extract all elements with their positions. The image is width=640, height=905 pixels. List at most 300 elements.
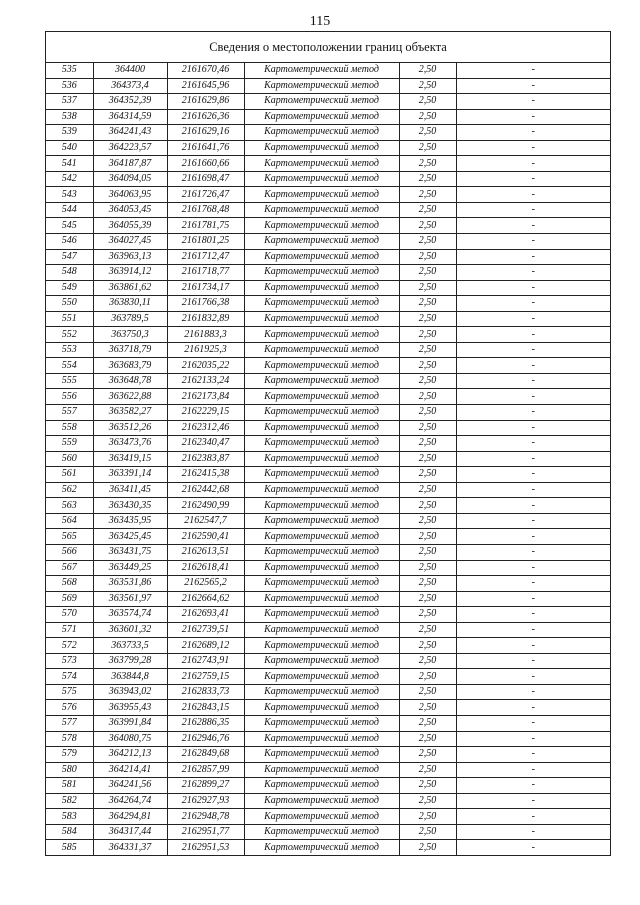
method-cell: Картометрический метод — [244, 342, 399, 358]
point-number-cell: 548 — [46, 265, 93, 281]
x-coordinate-cell: 364373,4 — [93, 78, 167, 94]
accuracy-cell: 2,50 — [399, 234, 456, 250]
point-number-cell: 582 — [46, 793, 93, 809]
table-row — [46, 824, 610, 840]
accuracy-cell: 2,50 — [399, 778, 456, 794]
method-cell: Картометрический метод — [244, 451, 399, 467]
coordinates-table — [46, 63, 610, 855]
method-cell: Картометрический метод — [244, 358, 399, 374]
table-row — [46, 296, 610, 312]
method-cell: Картометрический метод — [244, 700, 399, 716]
accuracy-cell: 2,50 — [399, 653, 456, 669]
method-cell: Картометрический метод — [244, 591, 399, 607]
x-coordinate-cell: 363844,8 — [93, 669, 167, 685]
point-number-cell: 539 — [46, 125, 93, 141]
method-cell: Картометрический метод — [244, 94, 399, 110]
table-row — [46, 638, 610, 654]
point-number-cell: 568 — [46, 576, 93, 592]
x-coordinate-cell: 364080,75 — [93, 731, 167, 747]
accuracy-cell: 2,50 — [399, 78, 456, 94]
y-coordinate-cell: 2161629,86 — [167, 94, 244, 110]
x-coordinate-cell: 363435,95 — [93, 513, 167, 529]
y-coordinate-cell: 2162743,91 — [167, 653, 244, 669]
table-row — [46, 482, 610, 498]
y-coordinate-cell: 2161726,47 — [167, 187, 244, 203]
accuracy-cell: 2,50 — [399, 824, 456, 840]
x-coordinate-cell: 363683,79 — [93, 358, 167, 374]
point-number-cell: 559 — [46, 436, 93, 452]
description-cell: - — [456, 529, 610, 545]
y-coordinate-cell: 2162035,22 — [167, 358, 244, 374]
y-coordinate-cell: 2161781,75 — [167, 218, 244, 234]
description-cell: - — [456, 249, 610, 265]
point-number-cell: 584 — [46, 824, 93, 840]
point-number-cell: 544 — [46, 202, 93, 218]
y-coordinate-cell: 2162547,7 — [167, 513, 244, 529]
method-cell: Картометрический метод — [244, 809, 399, 825]
y-coordinate-cell: 2162899,27 — [167, 778, 244, 794]
description-cell: - — [456, 467, 610, 483]
x-coordinate-cell: 363861,62 — [93, 280, 167, 296]
accuracy-cell: 2,50 — [399, 715, 456, 731]
table-row — [46, 607, 610, 623]
table-row — [46, 187, 610, 203]
method-cell: Картометрический метод — [244, 544, 399, 560]
method-cell: Картометрический метод — [244, 187, 399, 203]
y-coordinate-cell: 2161712,47 — [167, 249, 244, 265]
table-row — [46, 405, 610, 421]
accuracy-cell: 2,50 — [399, 451, 456, 467]
point-number-cell: 551 — [46, 311, 93, 327]
point-number-cell: 576 — [46, 700, 93, 716]
table-row — [46, 451, 610, 467]
method-cell: Картометрический метод — [244, 171, 399, 187]
x-coordinate-cell: 363733,5 — [93, 638, 167, 654]
y-coordinate-cell: 2162490,99 — [167, 498, 244, 514]
method-cell: Картометрический метод — [244, 824, 399, 840]
point-number-cell: 550 — [46, 296, 93, 312]
description-cell: - — [456, 700, 610, 716]
y-coordinate-cell: 2162415,38 — [167, 467, 244, 483]
accuracy-cell: 2,50 — [399, 265, 456, 281]
accuracy-cell: 2,50 — [399, 669, 456, 685]
point-number-cell: 552 — [46, 327, 93, 343]
accuracy-cell: 2,50 — [399, 700, 456, 716]
method-cell: Картометрический метод — [244, 793, 399, 809]
y-coordinate-cell: 2162312,46 — [167, 420, 244, 436]
y-coordinate-cell: 2162951,53 — [167, 840, 244, 855]
table-row — [46, 762, 610, 778]
point-number-cell: 579 — [46, 747, 93, 763]
point-number-cell: 581 — [46, 778, 93, 794]
x-coordinate-cell: 364400 — [93, 63, 167, 78]
y-coordinate-cell: 2161698,47 — [167, 171, 244, 187]
table-row — [46, 358, 610, 374]
description-cell: - — [456, 560, 610, 576]
point-number-cell: 580 — [46, 762, 93, 778]
description-cell: - — [456, 824, 610, 840]
method-cell: Картометрический метод — [244, 560, 399, 576]
accuracy-cell: 2,50 — [399, 327, 456, 343]
point-number-cell: 549 — [46, 280, 93, 296]
table-row — [46, 793, 610, 809]
point-number-cell: 543 — [46, 187, 93, 203]
table-row — [46, 265, 610, 281]
y-coordinate-cell: 2162383,87 — [167, 451, 244, 467]
y-coordinate-cell: 2162946,76 — [167, 731, 244, 747]
table-row — [46, 544, 610, 560]
description-cell: - — [456, 327, 610, 343]
x-coordinate-cell: 363963,13 — [93, 249, 167, 265]
description-cell: - — [456, 684, 610, 700]
x-coordinate-cell: 364053,45 — [93, 202, 167, 218]
x-coordinate-cell: 363449,25 — [93, 560, 167, 576]
description-cell: - — [456, 793, 610, 809]
method-cell: Картометрический метод — [244, 156, 399, 172]
point-number-cell: 542 — [46, 171, 93, 187]
point-number-cell: 553 — [46, 342, 93, 358]
accuracy-cell: 2,50 — [399, 373, 456, 389]
table-row — [46, 840, 610, 855]
method-cell: Картометрический метод — [244, 140, 399, 156]
x-coordinate-cell: 363561,97 — [93, 591, 167, 607]
table-row — [46, 731, 610, 747]
x-coordinate-cell: 363718,79 — [93, 342, 167, 358]
accuracy-cell: 2,50 — [399, 638, 456, 654]
accuracy-cell: 2,50 — [399, 747, 456, 763]
coordinates-table-body — [46, 63, 610, 855]
y-coordinate-cell: 2161670,46 — [167, 63, 244, 78]
table-row — [46, 653, 610, 669]
accuracy-cell: 2,50 — [399, 622, 456, 638]
boundary-table-sheet — [45, 31, 611, 856]
x-coordinate-cell: 363789,5 — [93, 311, 167, 327]
accuracy-cell: 2,50 — [399, 156, 456, 172]
x-coordinate-cell: 364331,37 — [93, 840, 167, 855]
accuracy-cell: 2,50 — [399, 311, 456, 327]
x-coordinate-cell: 363955,43 — [93, 700, 167, 716]
x-coordinate-cell: 364352,39 — [93, 94, 167, 110]
y-coordinate-cell: 2161629,16 — [167, 125, 244, 141]
description-cell: - — [456, 513, 610, 529]
accuracy-cell: 2,50 — [399, 389, 456, 405]
description-cell: - — [456, 171, 610, 187]
point-number-cell: 537 — [46, 94, 93, 110]
page-number: 115 — [309, 14, 331, 29]
description-cell: - — [456, 311, 610, 327]
y-coordinate-cell: 2162927,93 — [167, 793, 244, 809]
x-coordinate-cell: 363430,35 — [93, 498, 167, 514]
accuracy-cell: 2,50 — [399, 125, 456, 141]
table-row — [46, 436, 610, 452]
description-cell: - — [456, 342, 610, 358]
method-cell: Картометрический метод — [244, 327, 399, 343]
accuracy-cell: 2,50 — [399, 249, 456, 265]
method-cell: Картометрический метод — [244, 762, 399, 778]
table-row — [46, 78, 610, 94]
accuracy-cell: 2,50 — [399, 498, 456, 514]
method-cell: Картометрический метод — [244, 715, 399, 731]
description-cell: - — [456, 358, 610, 374]
table-row — [46, 529, 610, 545]
accuracy-cell: 2,50 — [399, 436, 456, 452]
x-coordinate-cell: 363431,75 — [93, 544, 167, 560]
accuracy-cell: 2,50 — [399, 420, 456, 436]
y-coordinate-cell: 2161626,36 — [167, 109, 244, 125]
x-coordinate-cell: 364241,43 — [93, 125, 167, 141]
x-coordinate-cell: 363425,45 — [93, 529, 167, 545]
method-cell: Картометрический метод — [244, 482, 399, 498]
y-coordinate-cell: 2162886,35 — [167, 715, 244, 731]
x-coordinate-cell: 363943,02 — [93, 684, 167, 700]
description-cell: - — [456, 482, 610, 498]
description-cell: - — [456, 715, 610, 731]
x-coordinate-cell: 364223,57 — [93, 140, 167, 156]
accuracy-cell: 2,50 — [399, 840, 456, 855]
point-number-cell: 570 — [46, 607, 93, 623]
accuracy-cell: 2,50 — [399, 405, 456, 421]
accuracy-cell: 2,50 — [399, 358, 456, 374]
table-row — [46, 327, 610, 343]
description-cell: - — [456, 78, 610, 94]
point-number-cell: 578 — [46, 731, 93, 747]
point-number-cell: 554 — [46, 358, 93, 374]
x-coordinate-cell: 364212,13 — [93, 747, 167, 763]
accuracy-cell: 2,50 — [399, 482, 456, 498]
table-row — [46, 700, 610, 716]
y-coordinate-cell: 2162739,51 — [167, 622, 244, 638]
description-cell: - — [456, 156, 610, 172]
y-coordinate-cell: 2162689,12 — [167, 638, 244, 654]
description-cell: - — [456, 234, 610, 250]
y-coordinate-cell: 2161768,48 — [167, 202, 244, 218]
description-cell: - — [456, 94, 610, 110]
method-cell: Картометрический метод — [244, 529, 399, 545]
y-coordinate-cell: 2162618,41 — [167, 560, 244, 576]
method-cell: Картометрический метод — [244, 405, 399, 421]
method-cell: Картометрический метод — [244, 747, 399, 763]
x-coordinate-cell: 363411,45 — [93, 482, 167, 498]
description-cell: - — [456, 218, 610, 234]
description-cell: - — [456, 140, 610, 156]
method-cell: Картометрический метод — [244, 265, 399, 281]
description-cell: - — [456, 451, 610, 467]
y-coordinate-cell: 2161641,76 — [167, 140, 244, 156]
table-row — [46, 576, 610, 592]
x-coordinate-cell: 363991,84 — [93, 715, 167, 731]
description-cell: - — [456, 653, 610, 669]
point-number-cell: 556 — [46, 389, 93, 405]
x-coordinate-cell: 363582,27 — [93, 405, 167, 421]
table-row — [46, 715, 610, 731]
accuracy-cell: 2,50 — [399, 529, 456, 545]
x-coordinate-cell: 364294,81 — [93, 809, 167, 825]
table-row — [46, 109, 610, 125]
x-coordinate-cell: 364317,44 — [93, 824, 167, 840]
method-cell: Картометрический метод — [244, 778, 399, 794]
x-coordinate-cell: 363830,11 — [93, 296, 167, 312]
y-coordinate-cell: 2161801,25 — [167, 234, 244, 250]
y-coordinate-cell: 2162613,51 — [167, 544, 244, 560]
method-cell: Картометрический метод — [244, 436, 399, 452]
y-coordinate-cell: 2161718,77 — [167, 265, 244, 281]
x-coordinate-cell: 364187,87 — [93, 156, 167, 172]
method-cell: Картометрический метод — [244, 311, 399, 327]
accuracy-cell: 2,50 — [399, 544, 456, 560]
accuracy-cell: 2,50 — [399, 793, 456, 809]
table-row — [46, 622, 610, 638]
x-coordinate-cell: 364214,41 — [93, 762, 167, 778]
description-cell: - — [456, 280, 610, 296]
description-cell: - — [456, 591, 610, 607]
accuracy-cell: 2,50 — [399, 202, 456, 218]
method-cell: Картометрический метод — [244, 513, 399, 529]
table-row — [46, 311, 610, 327]
point-number-cell: 555 — [46, 373, 93, 389]
table-row — [46, 171, 610, 187]
x-coordinate-cell: 364027,45 — [93, 234, 167, 250]
table-row — [46, 420, 610, 436]
y-coordinate-cell: 2162590,41 — [167, 529, 244, 545]
description-cell: - — [456, 265, 610, 281]
method-cell: Картометрический метод — [244, 202, 399, 218]
x-coordinate-cell: 363914,12 — [93, 265, 167, 281]
x-coordinate-cell: 363574,74 — [93, 607, 167, 623]
description-cell: - — [456, 809, 610, 825]
point-number-cell: 540 — [46, 140, 93, 156]
x-coordinate-cell: 363799,28 — [93, 653, 167, 669]
method-cell: Картометрический метод — [244, 576, 399, 592]
table-title: Сведения о местоположении границ объекта — [46, 32, 610, 63]
table-row — [46, 63, 610, 78]
accuracy-cell: 2,50 — [399, 109, 456, 125]
x-coordinate-cell: 364094,05 — [93, 171, 167, 187]
accuracy-cell: 2,50 — [399, 187, 456, 203]
table-row — [46, 669, 610, 685]
table-row — [46, 234, 610, 250]
method-cell: Картометрический метод — [244, 840, 399, 855]
y-coordinate-cell: 2161925,3 — [167, 342, 244, 358]
table-row — [46, 389, 610, 405]
accuracy-cell: 2,50 — [399, 467, 456, 483]
method-cell: Картометрический метод — [244, 622, 399, 638]
table-row — [46, 747, 610, 763]
point-number-cell: 560 — [46, 451, 93, 467]
y-coordinate-cell: 2162229,15 — [167, 405, 244, 421]
y-coordinate-cell: 2162843,15 — [167, 700, 244, 716]
description-cell: - — [456, 436, 610, 452]
method-cell: Картометрический метод — [244, 218, 399, 234]
description-cell: - — [456, 669, 610, 685]
point-number-cell: 546 — [46, 234, 93, 250]
point-number-cell: 574 — [46, 669, 93, 685]
method-cell: Картометрический метод — [244, 498, 399, 514]
table-row — [46, 140, 610, 156]
table-row — [46, 342, 610, 358]
y-coordinate-cell: 2161734,17 — [167, 280, 244, 296]
y-coordinate-cell: 2161660,66 — [167, 156, 244, 172]
x-coordinate-cell: 363473,76 — [93, 436, 167, 452]
table-row — [46, 156, 610, 172]
description-cell: - — [456, 544, 610, 560]
method-cell: Картометрический метод — [244, 638, 399, 654]
point-number-cell: 572 — [46, 638, 93, 654]
accuracy-cell: 2,50 — [399, 342, 456, 358]
x-coordinate-cell: 363419,15 — [93, 451, 167, 467]
description-cell: - — [456, 373, 610, 389]
method-cell: Картометрический метод — [244, 109, 399, 125]
method-cell: Картометрический метод — [244, 669, 399, 685]
accuracy-cell: 2,50 — [399, 218, 456, 234]
table-row — [46, 684, 610, 700]
x-coordinate-cell: 363531,86 — [93, 576, 167, 592]
table-row — [46, 560, 610, 576]
x-coordinate-cell: 363512,26 — [93, 420, 167, 436]
x-coordinate-cell: 364055,39 — [93, 218, 167, 234]
description-cell: - — [456, 187, 610, 203]
y-coordinate-cell: 2162948,78 — [167, 809, 244, 825]
x-coordinate-cell: 363391,14 — [93, 467, 167, 483]
y-coordinate-cell: 2162849,68 — [167, 747, 244, 763]
table-row — [46, 513, 610, 529]
point-number-cell: 585 — [46, 840, 93, 855]
accuracy-cell: 2,50 — [399, 607, 456, 623]
accuracy-cell: 2,50 — [399, 513, 456, 529]
table-row — [46, 809, 610, 825]
y-coordinate-cell: 2162340,47 — [167, 436, 244, 452]
point-number-cell: 571 — [46, 622, 93, 638]
table-row — [46, 125, 610, 141]
y-coordinate-cell: 2162693,41 — [167, 607, 244, 623]
description-cell: - — [456, 731, 610, 747]
point-number-cell: 583 — [46, 809, 93, 825]
point-number-cell: 538 — [46, 109, 93, 125]
table-row — [46, 280, 610, 296]
description-cell: - — [456, 420, 610, 436]
y-coordinate-cell: 2161883,3 — [167, 327, 244, 343]
description-cell: - — [456, 405, 610, 421]
description-cell: - — [456, 607, 610, 623]
method-cell: Картометрический метод — [244, 234, 399, 250]
table-row — [46, 373, 610, 389]
description-cell: - — [456, 202, 610, 218]
x-coordinate-cell: 363648,78 — [93, 373, 167, 389]
description-cell: - — [456, 63, 610, 78]
table-row — [46, 202, 610, 218]
table-row — [46, 94, 610, 110]
description-cell: - — [456, 762, 610, 778]
y-coordinate-cell: 2162133,24 — [167, 373, 244, 389]
point-number-cell: 561 — [46, 467, 93, 483]
method-cell: Картометрический метод — [244, 653, 399, 669]
method-cell: Картометрический метод — [244, 125, 399, 141]
x-coordinate-cell: 364314,59 — [93, 109, 167, 125]
y-coordinate-cell: 2162664,62 — [167, 591, 244, 607]
point-number-cell: 566 — [46, 544, 93, 560]
method-cell: Картометрический метод — [244, 731, 399, 747]
table-row — [46, 249, 610, 265]
point-number-cell: 569 — [46, 591, 93, 607]
description-cell: - — [456, 125, 610, 141]
accuracy-cell: 2,50 — [399, 171, 456, 187]
accuracy-cell: 2,50 — [399, 809, 456, 825]
table-row — [46, 778, 610, 794]
method-cell: Картометрический метод — [244, 249, 399, 265]
point-number-cell: 567 — [46, 560, 93, 576]
y-coordinate-cell: 2162857,99 — [167, 762, 244, 778]
y-coordinate-cell: 2161766,38 — [167, 296, 244, 312]
point-number-cell: 545 — [46, 218, 93, 234]
